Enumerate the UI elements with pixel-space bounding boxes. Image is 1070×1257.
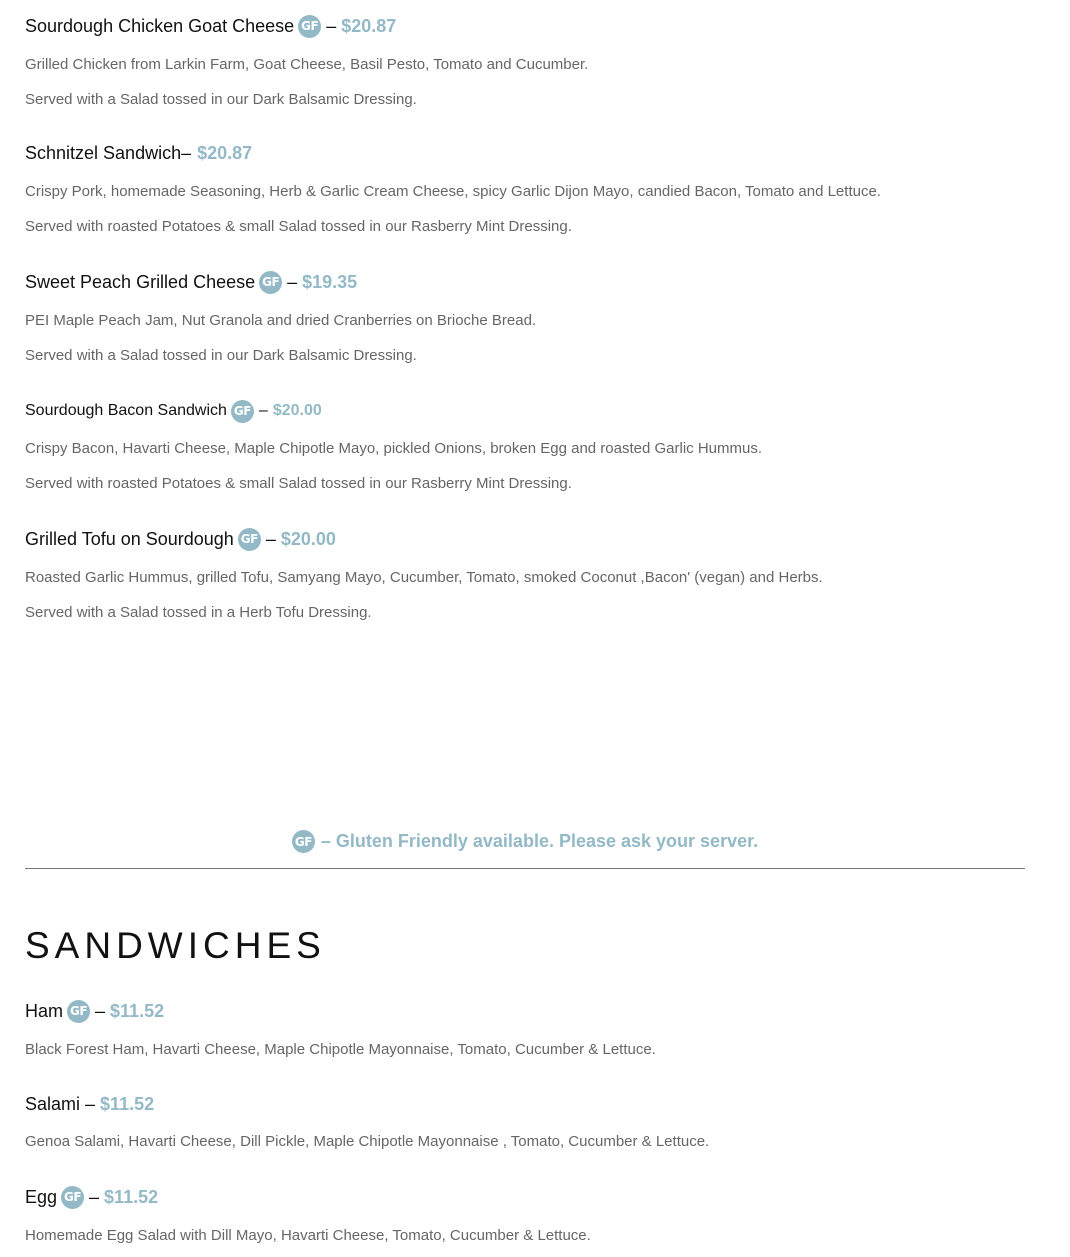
- item-name: Sourdough Bacon Sandwich: [25, 402, 227, 419]
- item-price: $11.52: [104, 1187, 159, 1207]
- separator: –: [95, 1001, 106, 1021]
- item-description: Homemade Egg Salad with Dill Mayo, Havarti Cheese, Tomato, Cucumber & Lettuce.: [25, 1227, 591, 1244]
- item-description: Roasted Garlic Hummus, grilled Tofu, Samyang Mayo, Cucumber, Tomato, smoked Coconut ,Bacon' (vegan) and Herbs.: [25, 569, 823, 586]
- menu-item-title: [25, 1092, 154, 1116]
- item-served-with: Served with roasted Potatoes & small Salad tossed in our Rasberry Mint Dressing.: [25, 218, 572, 235]
- gluten-free-icon: GF: [231, 400, 254, 423]
- separator: –: [258, 402, 268, 419]
- item-name: Sweet Peach Grilled Cheese: [25, 272, 256, 292]
- item-description: PEI Maple Peach Jam, Nut Granola and dried Cranberries on Brioche Bread.: [25, 312, 537, 329]
- separator: –: [89, 1187, 100, 1207]
- section-title-sandwiches: SANDWICHES: [25, 925, 326, 966]
- gluten-free-icon: GF: [67, 1000, 90, 1023]
- item-price: $20.00: [272, 402, 322, 419]
- menu-item-title: [25, 14, 396, 38]
- gluten-free-icon: GF: [292, 830, 315, 853]
- item-description: Grilled Chicken from Larkin Farm, Goat Cheese, Basil Pesto, Tomato and Cucumber.: [25, 56, 589, 73]
- gluten-friendly-text: – Gluten Friendly available. Please ask your server.: [320, 831, 759, 851]
- item-name: Egg: [25, 1187, 58, 1207]
- gluten-free-icon: GF: [259, 271, 282, 294]
- item-price: $11.52: [110, 1001, 165, 1021]
- item-name: Schnitzel Sandwich–: [25, 143, 192, 163]
- menu-item-title: [25, 270, 357, 294]
- gluten-free-icon: GF: [298, 15, 321, 38]
- item-name: Grilled Tofu on Sourdough: [25, 529, 234, 549]
- separator: –: [326, 16, 337, 36]
- gluten-friendly-note: [0, 830, 1050, 853]
- menu-item-title: [25, 141, 252, 165]
- gluten-free-icon: GF: [61, 1186, 84, 1209]
- item-description: Crispy Bacon, Havarti Cheese, Maple Chipotle Mayo, pickled Onions, broken Egg and roasted Garlic Hummus.: [25, 440, 763, 457]
- item-name: Sourdough Chicken Goat Cheese: [25, 16, 295, 36]
- item-price: $19.35: [302, 272, 358, 292]
- menu-item-title: [25, 527, 336, 551]
- item-served-with: Served with a Salad tossed in our Dark Balsamic Dressing.: [25, 347, 417, 364]
- menu-item-title: [25, 999, 164, 1023]
- item-description: Crispy Pork, homemade Seasoning, Herb & Garlic Cream Cheese, spicy Garlic Dijon Mayo, candied Bacon, Tomato and Lettuce.: [25, 183, 881, 200]
- item-price: $20.87: [197, 143, 253, 163]
- item-name: Ham: [25, 1001, 64, 1021]
- separator: –: [287, 272, 298, 292]
- gluten-free-icon: GF: [238, 528, 261, 551]
- separator: –: [265, 529, 276, 549]
- item-name: Salami: [25, 1094, 81, 1114]
- section-divider: [25, 868, 1025, 869]
- item-description: Black Forest Ham, Havarti Cheese, Maple Chipotle Mayonnaise, Tomato, Cucumber & Lettuce.: [25, 1041, 656, 1058]
- item-price: $11.52: [100, 1094, 155, 1114]
- item-price: $20.00: [280, 529, 336, 549]
- item-served-with: Served with a Salad tossed in a Herb Tofu Dressing.: [25, 604, 372, 621]
- menu-item-title: [25, 1185, 158, 1209]
- item-description: Genoa Salami, Havarti Cheese, Dill Pickle, Maple Chipotle Mayonnaise , Tomato, Cucumber & Lettuce.: [25, 1133, 710, 1150]
- item-price: $20.87: [341, 16, 397, 36]
- separator: –: [85, 1094, 96, 1114]
- menu-item-title: [25, 399, 322, 423]
- item-served-with: Served with roasted Potatoes & small Salad tossed in our Rasberry Mint Dressing.: [25, 475, 572, 492]
- item-served-with: Served with a Salad tossed in our Dark Balsamic Dressing.: [25, 91, 417, 108]
